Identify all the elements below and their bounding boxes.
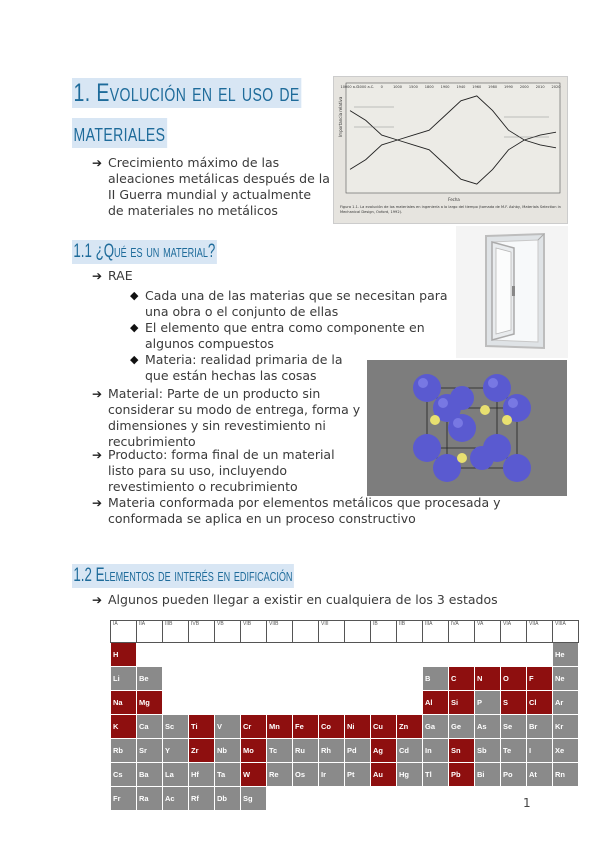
empty-cell (475, 643, 501, 667)
empty-cell (553, 787, 579, 811)
element-cell-y: Y (163, 739, 189, 763)
element-cell-rn: Rn (553, 763, 579, 787)
empty-cell (319, 787, 345, 811)
empty-cell (267, 787, 293, 811)
section-1-title-line2: materiales (73, 119, 166, 147)
chart-x-tick: 1000 (393, 85, 402, 89)
element-cell-at: At (527, 763, 553, 787)
element-cell-te: Te (501, 739, 527, 763)
group-header: IIB (397, 621, 423, 643)
element-cell-si: Si (449, 691, 475, 715)
empty-cell (371, 643, 397, 667)
chart-caption: Figura 1.1. La evolución de los materiales en ingeniería a lo largo del tiempo (tomada de M.F. Ashby, Materials Selection in Mechanical Design, Oxford, 1992). (340, 205, 561, 214)
arrow-bullet-icon: ➔ (92, 496, 103, 510)
empty-cell (527, 643, 553, 667)
element-cell-mn: Mn (267, 715, 293, 739)
empty-cell (189, 667, 215, 691)
empty-cell (137, 643, 163, 667)
empty-cell (371, 667, 397, 691)
empty-cell (345, 643, 371, 667)
materials-evolution-chart (333, 76, 568, 224)
empty-cell (293, 787, 319, 811)
group-header: VA (475, 621, 501, 643)
chart-x-tick: 2020 (551, 85, 561, 89)
element-cell-db: Db (215, 787, 241, 811)
element-cell-cl: Cl (527, 691, 553, 715)
group-header: IIIB (163, 621, 189, 643)
empty-cell (215, 643, 241, 667)
element-cell-al: Al (423, 691, 449, 715)
element-cell-he: He (553, 643, 579, 667)
page-number: 1 (523, 796, 531, 810)
element-cell-s: S (501, 691, 527, 715)
empty-cell (319, 643, 345, 667)
evolution-chart-svg (334, 77, 567, 223)
empty-cell (319, 667, 345, 691)
element-cell-ne: Ne (553, 667, 579, 691)
chart-x-tick: 2000 (519, 85, 529, 89)
empty-cell (397, 667, 423, 691)
element-cell-po: Po (501, 763, 527, 787)
element-cell-ca: Ca (137, 715, 163, 739)
crystal-structure-image (367, 360, 567, 496)
material-definition: Material: Parte de un producto sin considerar su modo de entrega, forma y dimensiones y sin revestimiento ni recubrimiento (108, 386, 361, 449)
element-cell-w: W (241, 763, 267, 787)
element-cell-ti: Ti (189, 715, 215, 739)
element-cell-na: Na (111, 691, 137, 715)
chart-x-tick: 1500 (408, 85, 418, 89)
group-header: VB (215, 621, 241, 643)
empty-cell (293, 667, 319, 691)
group-header: VIA (501, 621, 527, 643)
rae-definition-2: El elemento que entra como componente en algunos compuestos (145, 320, 425, 351)
rae-definition-1: Cada una de las materias que se necesitan para una obra o el conjunto de ellas (145, 288, 448, 319)
element-cell-cu: Cu (371, 715, 397, 739)
empty-cell (371, 787, 397, 811)
group-header: VIB (241, 621, 267, 643)
element-cell-cs: Cs (111, 763, 137, 787)
group-header: IIA (137, 621, 163, 643)
empty-cell (423, 643, 449, 667)
diamond-bullet-icon: ◆ (130, 321, 139, 334)
element-cell-cr: Cr (241, 715, 267, 739)
element-cell-fr: Fr (111, 787, 137, 811)
diamond-bullet-icon: ◆ (130, 353, 139, 366)
element-cell-kr: Kr (553, 715, 579, 739)
element-cell-mo: Mo (241, 739, 267, 763)
empty-cell (189, 691, 215, 715)
element-cell-ba: Ba (137, 763, 163, 787)
element-cell-ni: Ni (345, 715, 371, 739)
empty-cell (293, 643, 319, 667)
group-header: IA (111, 621, 137, 643)
element-cell-ru: Ru (293, 739, 319, 763)
empty-cell (397, 691, 423, 715)
element-cell-n: N (475, 667, 501, 691)
element-cell-pt: Pt (345, 763, 371, 787)
empty-cell (163, 643, 189, 667)
group-header: IVA (449, 621, 475, 643)
empty-cell (241, 643, 267, 667)
element-cell-p: P (475, 691, 501, 715)
element-cell-h: H (111, 643, 137, 667)
group-header: VIIIA (553, 621, 579, 643)
chart-x-tick: 2010 (535, 85, 545, 89)
rae-definition-3: Materia: realidad primaria de la que están hechas las cosas (145, 352, 343, 383)
element-cell-fe: Fe (293, 715, 319, 739)
element-cell-os: Os (293, 763, 319, 787)
empty-cell (241, 691, 267, 715)
element-cell-rf: Rf (189, 787, 215, 811)
element-cell-i: I (527, 739, 553, 763)
arrow-bullet-icon: ➔ (92, 448, 103, 462)
empty-cell (189, 643, 215, 667)
producto-definition: Producto: forma final de un material listo para su uso, incluyendo revestimiento o recubrimiento (108, 447, 335, 494)
empty-cell (345, 787, 371, 811)
group-header (293, 621, 319, 643)
empty-cell (293, 691, 319, 715)
arrow-bullet-icon: ➔ (92, 269, 103, 283)
empty-cell (345, 691, 371, 715)
chart-x-tick: 10000 a.C. (340, 85, 360, 89)
element-cell-la: La (163, 763, 189, 787)
chart-x-tick: 1800 (424, 85, 434, 89)
element-cell-ta: Ta (215, 763, 241, 787)
element-cell-rb: Rb (111, 739, 137, 763)
rae-label: RAE (108, 268, 133, 283)
element-cell-sr: Sr (137, 739, 163, 763)
element-cell-nb: Nb (215, 739, 241, 763)
element-cell-bi: Bi (475, 763, 501, 787)
element-cell-in: In (423, 739, 449, 763)
element-cell-sn: Sn (449, 739, 475, 763)
group-header: IVB (189, 621, 215, 643)
empty-cell (501, 643, 527, 667)
diamond-bullet-icon: ◆ (130, 289, 139, 302)
element-cell-be: Be (137, 667, 163, 691)
empty-cell (267, 643, 293, 667)
element-cell-cd: Cd (397, 739, 423, 763)
empty-cell (319, 691, 345, 715)
element-cell-b: B (423, 667, 449, 691)
group-header (345, 621, 371, 643)
section-1-title-line1: 1. Evolución en el uso de (73, 79, 300, 107)
empty-cell (163, 691, 189, 715)
element-cell-ga: Ga (423, 715, 449, 739)
element-cell-ra: Ra (137, 787, 163, 811)
element-cell-tc: Tc (267, 739, 293, 763)
empty-cell (397, 787, 423, 811)
group-header: IIIA (423, 621, 449, 643)
chart-x-tick: 0 (380, 85, 383, 89)
empty-cell (423, 787, 449, 811)
element-cell-br: Br (527, 715, 553, 739)
element-cell-ar: Ar (553, 691, 579, 715)
element-cell-rh: Rh (319, 739, 345, 763)
element-cell-ag: Ag (371, 739, 397, 763)
chart-xlabel: Fecha (448, 197, 460, 202)
periodic-table (110, 620, 579, 811)
element-cell-mg: Mg (137, 691, 163, 715)
element-cell-au: Au (371, 763, 397, 787)
element-cell-k: K (111, 715, 137, 739)
chart-x-tick: 1940 (456, 85, 466, 89)
element-cell-f: F (527, 667, 553, 691)
empty-cell (475, 787, 501, 811)
chart-x-tick: 1960 (472, 85, 482, 89)
element-cell-hf: Hf (189, 763, 215, 787)
chart-x-tick: 5000 a.C. (357, 85, 375, 89)
element-cell-sc: Sc (163, 715, 189, 739)
element-cell-ge: Ge (449, 715, 475, 739)
chart-ylabel: Importancia relativa (338, 96, 343, 137)
empty-cell (241, 667, 267, 691)
empty-cell (267, 667, 293, 691)
element-cell-pd: Pd (345, 739, 371, 763)
group-header: VIIB (267, 621, 293, 643)
group-header: VIIA (527, 621, 553, 643)
section-1-2-bullet: Algunos pueden llegar a existir en cualquiera de los 3 estados (108, 592, 498, 607)
element-cell-sg: Sg (241, 787, 267, 811)
periodic-table-grid (110, 620, 579, 811)
element-cell-as: As (475, 715, 501, 739)
empty-cell (163, 667, 189, 691)
element-cell-zr: Zr (189, 739, 215, 763)
element-cell-xe: Xe (553, 739, 579, 763)
element-cell-hg: Hg (397, 763, 423, 787)
empty-cell (267, 691, 293, 715)
element-cell-li: Li (111, 667, 137, 691)
section-1-bullet: Crecimiento máximo de las aleaciones metálicas después de la II Guerra mundial y actualmente de materiales no metálicos (108, 155, 330, 218)
window-image (456, 226, 568, 358)
element-cell-sb: Sb (475, 739, 501, 763)
element-cell-c: C (449, 667, 475, 691)
element-cell-v: V (215, 715, 241, 739)
empty-cell (371, 691, 397, 715)
arrow-bullet-icon: ➔ (92, 593, 103, 607)
section-1-1-title: 1.1 ¿Qué es un material? (73, 241, 216, 262)
chart-x-tick: 1900 (440, 85, 450, 89)
empty-cell (215, 667, 241, 691)
group-header: VIII (319, 621, 345, 643)
chart-x-tick: 1990 (504, 85, 513, 89)
arrow-bullet-icon: ➔ (92, 387, 103, 401)
element-cell-o: O (501, 667, 527, 691)
element-cell-co: Co (319, 715, 345, 739)
element-cell-zn: Zn (397, 715, 423, 739)
element-cell-tl: Tl (423, 763, 449, 787)
element-cell-ir: Ir (319, 763, 345, 787)
materia-definition: Materia conformada por elementos metálicos que procesada y conformada se aplica en un proceso constructivo (108, 495, 501, 526)
empty-cell (345, 667, 371, 691)
empty-cell (449, 643, 475, 667)
arrow-bullet-icon: ➔ (92, 156, 103, 170)
chart-x-tick: 1980 (488, 85, 498, 89)
element-cell-re: Re (267, 763, 293, 787)
element-cell-pb: Pb (449, 763, 475, 787)
empty-cell (215, 691, 241, 715)
element-cell-se: Se (501, 715, 527, 739)
section-1-2-title: 1.2 Elementos de interés en edificación (73, 565, 293, 586)
group-header: IB (371, 621, 397, 643)
empty-cell (449, 787, 475, 811)
element-cell-ac: Ac (163, 787, 189, 811)
empty-cell (397, 643, 423, 667)
